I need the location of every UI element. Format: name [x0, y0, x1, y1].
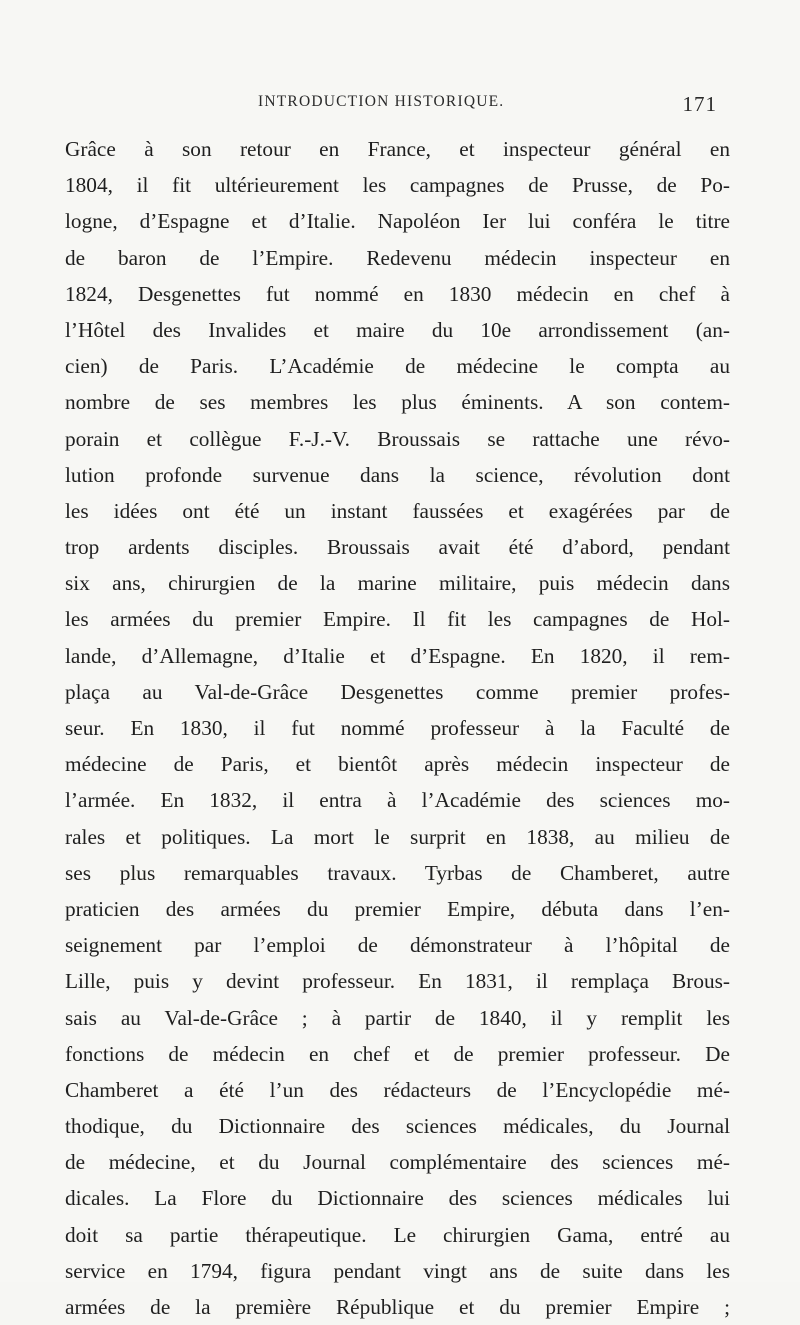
text-line: cien) de Paris. L’Académie de médecine le compta au — [65, 354, 730, 379]
text-line: nombre de ses membres les plus éminents. A son contem- — [65, 390, 730, 415]
text-line: médecine de Paris, et bientôt après médecin inspecteur de — [65, 752, 730, 777]
text-line: doit sa partie thérapeutique. Le chirurgien Gama, entré au — [65, 1222, 730, 1247]
text-line: Lille, puis y devint professeur. En 1831, il remplaça Brous- — [65, 969, 730, 994]
text-line: service en 1794, figura pendant vingt ans de suite dans les — [65, 1258, 730, 1283]
text-line: les armées du premier Empire. Il fit les campagnes de Hol- — [65, 607, 730, 632]
text-line: thodique, du Dictionnaire des sciences médicales, du Journal — [65, 1114, 730, 1139]
text-line: Grâce à son retour en France, et inspecteur général en — [65, 137, 730, 161]
text-line: seignement par l’emploi de démonstrateur à l’hôpital de — [65, 933, 730, 958]
text-line: 1804, il fit ultérieurement les campagnes de Prusse, de Po- — [65, 173, 730, 198]
text-line: porain et collègue F.-J.-V. Broussais se rattache une révo- — [65, 426, 730, 451]
text-line: seur. En 1830, il fut nommé professeur à la Faculté de — [65, 716, 730, 740]
text-line: armées de la première République et du premier Empire ; — [65, 1295, 730, 1319]
text-line: lande, d’Allemagne, d’Italie et d’Espagne. En 1820, il rem- — [65, 643, 730, 668]
text-line: sais au Val-de-Grâce ; à partir de 1840, il y remplit les — [65, 1005, 730, 1030]
text-line: les idées ont été un instant faussées et exagérées par de — [65, 498, 730, 523]
running-title: INTRODUCTION HISTORIQUE. — [258, 93, 505, 110]
text-line: plaça au Val-de-Grâce Desgenettes comme premier profes- — [65, 679, 730, 704]
page-number: 171 — [682, 92, 717, 116]
body-paragraph — [65, 131, 730, 1325]
text-line: praticien des armées du premier Empire, débuta dans l’en- — [65, 896, 730, 921]
text-line: 1824, Desgenettes fut nommé en 1830 médecin en chef à — [65, 281, 730, 306]
text-line: lution profonde survenue dans la science, révolution dont — [65, 462, 730, 487]
text-line: ses plus remarquables travaux. Tyrbas de Chamberet, autre — [65, 860, 730, 885]
text-line: de médecine, et du Journal complémentaire des sciences mé- — [65, 1150, 730, 1175]
text-line: rales et politiques. La mort le surprit en 1838, au milieu de — [65, 824, 730, 849]
text-line: Chamberet a été l’un des rédacteurs de l’Encyclopédie mé- — [65, 1077, 730, 1102]
text-line: fonctions de médecin en chef et de premier professeur. De — [65, 1041, 730, 1066]
text-line: l’Hôtel des Invalides et maire du 10e arrondissement (an- — [65, 317, 730, 342]
text-line: dicales. La Flore du Dictionnaire des sciences médicales lui — [65, 1186, 730, 1211]
text-line: de baron de l’Empire. Redevenu médecin inspecteur en — [65, 245, 730, 270]
text-line: l’armée. En 1832, il entra à l’Académie des sciences mo- — [65, 788, 730, 813]
text-line: six ans, chirurgien de la marine militaire, puis médecin dans — [65, 571, 730, 596]
text-line: logne, d’Espagne et d’Italie. Napoléon Ier lui conféra le titre — [65, 209, 730, 234]
text-line: trop ardents disciples. Broussais avait été d’abord, pendant — [65, 535, 730, 560]
